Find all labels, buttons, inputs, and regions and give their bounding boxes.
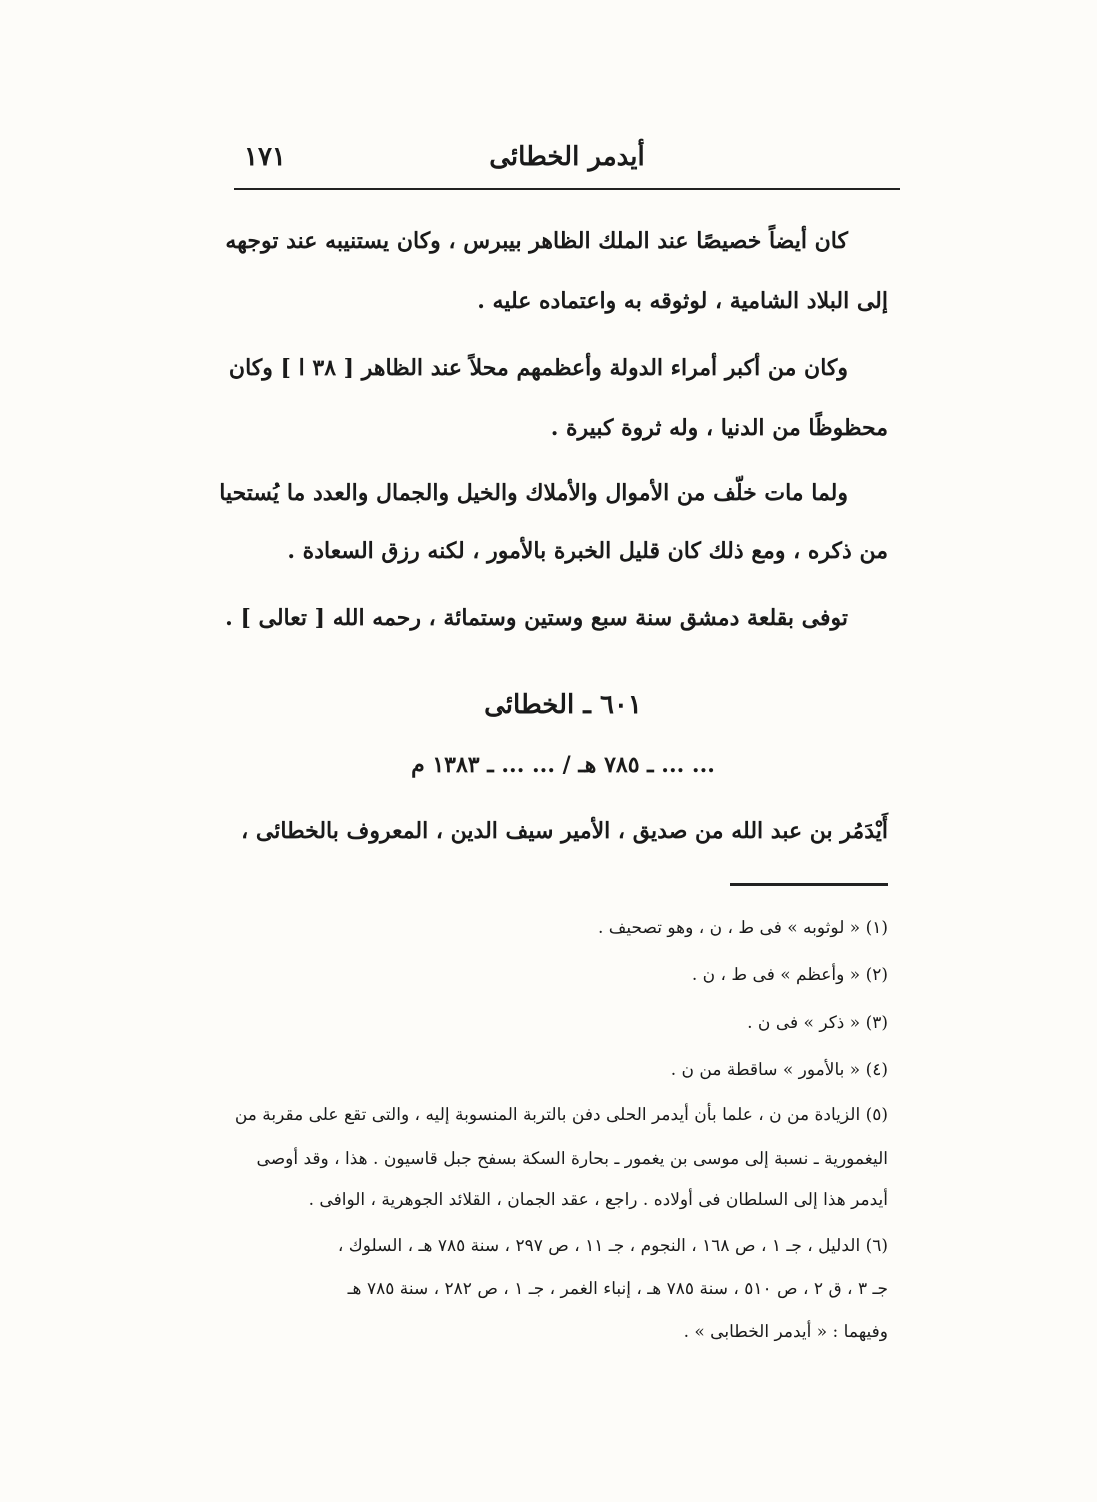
footnote: جـ ٣ ، ق ٢ ، ص ٥١٠ ، سنة ٧٨٥ هـ ، إنباء الغمر ، جـ ١ ، ص ٢٨٢ ، سنة ٧٨٥ هـ (347, 1279, 888, 1299)
running-head (234, 138, 900, 182)
footnote: أيدمر هذا إلى السلطان فى أولاده . راجع ، عقد الجمان ، القلائد الجوهرية ، الوافى . (308, 1190, 888, 1210)
header-rule (234, 188, 900, 190)
text-line: محظوظًا من الدنيا ، وله ثروة كبيرة . (550, 415, 888, 441)
footnote: (٥) الزيادة من ن ، علما بأن أيدمر الحلى دفن بالتربة المنسوبة إليه ، والتى تقع على مقربة من (234, 1105, 888, 1125)
text-line: من ذكره ، ومع ذلك كان قليل الخبرة بالأمور ، لكنه رزق السعادة . (287, 538, 888, 564)
footnote: (٤) « بالأمور » ساقطة من ن . (670, 1060, 888, 1080)
text-line: ولما مات خلّف من الأموال والأملاك والخيل والجمال والعدد ما يُستحيا (219, 480, 848, 506)
footnote: (٣) « ذكر » فى ن . (747, 1013, 888, 1033)
footnote: اليغمورية ـ نسبة إلى موسى بن يغمور ـ بحارة السكة بسفح جبل قاسيون . هذا ، وقد أوصى (256, 1149, 888, 1169)
text-line: وكان من أكبر أمراء الدولة وأعظمهم محلاً عند الظاهر [ ٣٨ ا ] وكان (228, 355, 848, 381)
page-number: ١٧١ (244, 142, 286, 172)
text-line: أَيْدَمُر بن عبد الله من صديق ، الأمير سيف الدين ، المعروف بالخطائى ، (241, 818, 888, 844)
footnote: (١) « لوثوبه » فى ط ، ن ، وهو تصحيف . (598, 918, 888, 938)
footnote: (٦) الدليل ، جـ ١ ، ص ١٦٨ ، النجوم ، جـ ١١ ، ص ٢٩٧ ، سنة ٧٨٥ هـ ، السلوك ، (337, 1236, 888, 1256)
text-line: توفى بقلعة دمشق سنة سبع وستين وستمائة ، رحمه الله [ تعالى ] . (225, 605, 848, 631)
footnote: وفيهما : « أيدمر الخطابى » . (683, 1322, 888, 1342)
text-line: كان أيضاً خصيصًا عند الملك الظاهر بيبرس ، وكان يستنيبه عند توجهه (225, 228, 848, 254)
text-line: إلى البلاد الشامية ، لوثوقه به واعتماده عليه . (477, 288, 888, 314)
running-head-title: أيدمر الخطائى (489, 142, 645, 172)
entry-heading: ٦٠١ ـ الخطائى (484, 690, 642, 720)
footnote: (٢) « وأعظم » فى ط ، ن . (691, 965, 888, 985)
entry-dates: ... ... ـ ٧٨٥ هـ / ... ... ـ ١٣٨٣ م (411, 752, 715, 778)
footnote-rule (730, 883, 888, 886)
